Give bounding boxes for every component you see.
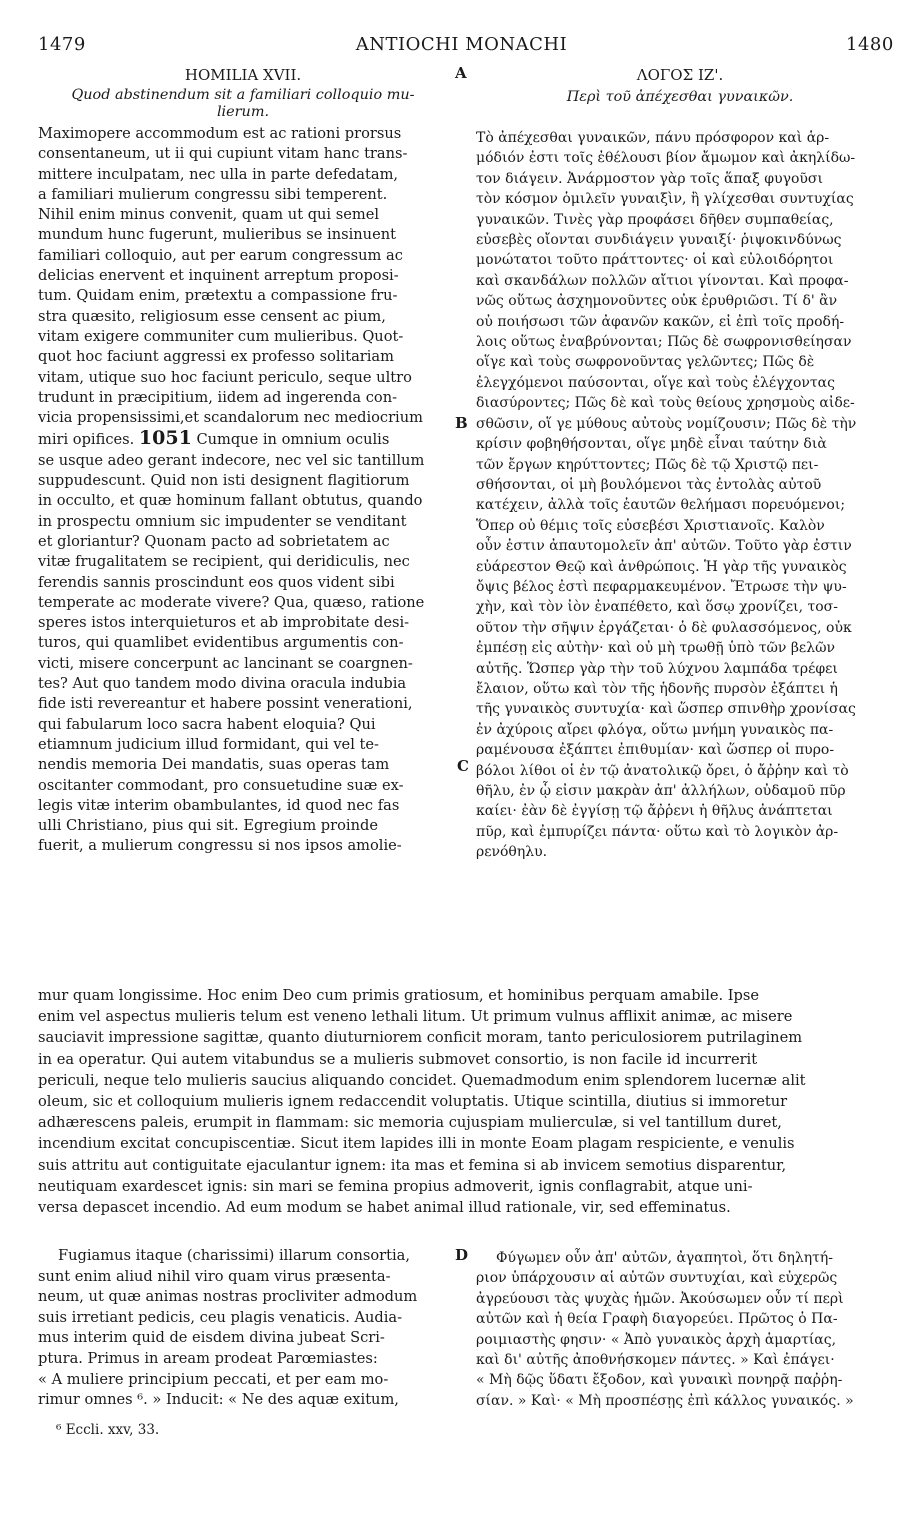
latin-line: fide isti revereantur et habere possint venerationi,: [38, 695, 413, 713]
latin-line: mus interim quid de eisdem divina jubeat Scri-: [38, 1329, 385, 1347]
latin-line: in prospectu omnium sic impudenter se venditant: [38, 512, 407, 530]
greek-line: ἐν ἀχύροις αἴρει φλόγα, οὕτω μνήμη γυναικὸς πα-: [476, 721, 834, 738]
greek-line: θῆλυ, ἐν ᾧ εἰσιν μακρὰν ἀπ' ἀλλήλων, οὐδαμοῦ πῦρ: [476, 783, 846, 799]
latin-line: et gloriantur? Quonam pacto ad sobrietatem ac: [38, 532, 390, 550]
latin-line: victi, misere concerpunt ac lancinant se coargnen-: [38, 654, 413, 672]
greek-line: αὐτῶν καὶ ἡ θεία Γραφὴ διαγορεύει. Πρῶτος ὁ Πα-: [476, 1311, 838, 1328]
latin-line: vicia propensissimi,et scandalorum nec mediocrium: [38, 409, 423, 427]
greek-line: εὐάρεστον Θεῷ καὶ ἀνθρώποις. Ἡ γὰρ τῆς γυναικὸς: [476, 558, 847, 575]
greek-line: μόδιόν ἐστι τοῖς ἐθέλουσι βίον ἄμωμον καὶ ἀκηλίδω-: [476, 150, 856, 167]
latin-line: stra quæsito, religiosum esse censent ac pium,: [38, 307, 386, 325]
latin-line: a familiari mulierum congressu sibi temperent.: [38, 185, 388, 203]
greek-line: ἐμπέσῃ εἰς αὐτὴν· καὶ οὐ μὴ τρωθῇ ὑπὸ τῶν βελῶν: [476, 640, 835, 657]
latin-line: neum, ut quæ animas nostras procliviter admodum: [38, 1288, 418, 1306]
latin-line: ulli Christiano, pius qui sit. Egregium proinde: [38, 817, 378, 835]
latin-line: « A muliere principium peccati, et per eam mo-: [38, 1370, 389, 1388]
latin-line: oscitanter commodant, pro consuetudine suæ ex-: [38, 776, 404, 794]
greek-line: ἀγρεύουσι τὰς ψυχὰς ἡμῶν. Ἀκούσωμεν οὖν τί περὶ: [476, 1290, 844, 1307]
greek-column: [476, 128, 884, 863]
full-width-line: periculi, neque telo mulieris saucius aliquando concidet. Quemadmodum enim splendorem lucernæ alit: [38, 1071, 806, 1089]
latin-line: nendis memoria Dei mandatis, suas operas tam: [38, 756, 390, 774]
latin-line: tes? Aut quo tandem modo divina oracula indubia: [38, 675, 407, 693]
margin-letter-b: B: [455, 414, 468, 432]
greek-line: σίαν. » Καὶ· « Μὴ προσπέσῃς ἐπὶ κάλλος γυναικός. »: [476, 1392, 854, 1409]
latin-line: speres istos interquieturos et ab improbitate desi-: [38, 614, 410, 632]
greek-line: αὐτῆς. Ὥσπερ γὰρ τὴν τοῦ λύχνου λαμπάδα τρέφει: [476, 660, 838, 677]
greek-line: ρενόθηλυ.: [476, 844, 548, 861]
greek-line: οὐ ποιήσωσι τῶν ἀφανῶν κακῶν, εἰ ἐπὶ τοῖς προδή-: [476, 313, 845, 330]
latin-line-continuation: Cumque in omnium oculis: [196, 431, 390, 449]
greek-line: καὶ σκανδάλων πολλῶν αἴτιοι γίνονται. Καὶ προφα-: [476, 272, 849, 289]
latin-line: turos, qui quamlibet evidentibus argumentis con-: [38, 634, 404, 652]
greek-line: σθῶσιν, οἵ γε μύθους αὐτοὺς νομίζουσιν; Πῶς δὲ τὴν: [476, 415, 857, 432]
greek-line: πῦρ, καὶ ἐμπυρίζει πάντα· οὕτω καὶ τὸ λογικὸν ἀρ-: [476, 823, 839, 840]
greek-line: ἐλεγχόμενοι παύσονται, οἵγε καὶ τοὺς ἐλέγχοντας: [476, 374, 835, 391]
greek-line: ἔλαιον, οὕτω καὶ τὸν τῆς ἡδονῆς πυρσὸν ἐξάπτει ἡ: [476, 680, 838, 697]
full-width-line: enim vel aspectus mulieris telum est veneno lethali litum. Ut primum vulnus afflixit animæ, ac misere: [38, 1008, 793, 1026]
latin-line: miri opifices.: [38, 431, 135, 449]
latin-line: suis irretiant pedicis, ceu plagis venaticis. Audia-: [38, 1308, 403, 1326]
greek-line: οἵγε καὶ τοὺς σωφρονοῦντας γελῶντες; Πῶς δὲ: [476, 354, 815, 371]
latin-line: sunt enim aliud nihil viro quam virus præsenta-: [38, 1267, 391, 1285]
column-number: 1051: [138, 428, 192, 450]
margin-letter-d: D: [455, 1246, 469, 1264]
greek-line: λοις οὕτως ἐναβρύνονται; Πῶς δὲ σωφρονισθείησαν: [476, 334, 852, 351]
latin-line: ptura. Primus in aream prodeat Parœmiastes:: [38, 1349, 378, 1367]
greek-line: Τὸ ἀπέχεσθαι γυναικῶν, πάνυ πρόσφορον καὶ ἁρ-: [476, 130, 830, 146]
latin-subtitle-2: lierum.: [216, 104, 270, 120]
latin-line: suppudescunt. Quid non isti designent flagitiorum: [38, 472, 410, 490]
full-width-line: sauciavit impressione sagittæ, quanto diuturniorem conficit moram, tanto periculosiorem putrilaginem: [38, 1029, 803, 1047]
greek-column-bottom: [476, 1248, 884, 1411]
greek-line: καὶ δι' αὐτῆς ἀποθνήσκομεν πάντες. » Καὶ ἐπάγει·: [476, 1352, 835, 1369]
greek-line: τὸν κόσμον ὁμιλεῖν γυναιξὶν, ἢ γλίχεσθαι συντυχίας: [476, 191, 854, 208]
full-width-text: [38, 985, 886, 1218]
footnote: ⁶ Eccli. xxv, 33.: [56, 1422, 160, 1438]
full-width-line: suis attritu aut contiguitate ejaculantur ignem: ita mas et femina si ab invicem semotius disparentur,: [38, 1156, 787, 1174]
greek-line: κρίσιν φοβηθήσονται, οἵγε μηδὲ εἶναι ταύτην διὰ: [476, 436, 827, 453]
greek-line: ὄψις βέλος ἐστὶ πεφαρμακευμένον. Ἔτρωσε τὴν ψυ-: [476, 578, 847, 595]
full-width-line: incendium excitat concupiscentiæ. Sicut item lapides illi in monte Eoam plagam respiciente, e venulis: [38, 1135, 795, 1153]
greek-line: σθήσονται, οἱ μὴ βουλόμενοι τὰς ἐντολὰς αὐτοῦ: [476, 476, 822, 493]
latin-line: se usque adeo gerant indecore, nec vel sic tantillum: [38, 451, 425, 469]
latin-line: tum. Quidam enim, prætextu a compassione fru-: [38, 287, 398, 305]
latin-line: etiamnum judicium illud formidant, qui vel te-: [38, 735, 379, 753]
full-width-line: neutiquam exardescet ignis: sin mari se femina propius admoverit, ignis conflagrabit, atque uni-: [38, 1177, 753, 1195]
greek-line: βόλοι λίθοι οἱ ἐν τῷ ἀνατολικῷ ὄρει, ὁ ἄῤῥην καὶ τὸ: [476, 762, 849, 779]
greek-line: καίει· ἐὰν δὲ ἐγγίσῃ τῷ ἄῤῥενι ἡ θῆλυς ἀνάπτεται: [476, 803, 833, 820]
latin-line: qui fabularum loco sacra habent eloquia? Qui: [38, 715, 376, 733]
latin-column: [38, 124, 448, 857]
greek-line: κατέχειν, ἀλλὰ τοῖς ἑαυτῶν θελήμασι πορευόμενοι;: [476, 497, 846, 514]
greek-line: γυναικῶν. Τινὲς γὰρ προφάσει δῆθεν συμπαθείας,: [476, 211, 834, 228]
latin-line: vitam exigere communiter cum mulieribus. Quot-: [38, 327, 404, 345]
full-width-line: mur quam longissime. Hoc enim Deo cum primis gratiosum, et hominibus perquam amabile. Ipse: [38, 987, 760, 1004]
greek-line: Ὅπερ οὐ θέμις τοῖς εὐσεβέσι Χριστιανοῖς. Καλὸν: [476, 517, 825, 534]
latin-line: temperate ac moderate vivere? Qua, quæso, ratione: [38, 593, 425, 611]
latin-line: vitam, utique suo hoc faciunt periculo, seque ultro: [38, 368, 412, 386]
greek-heading: ΛΟΓΟΣ ΙΖ'.: [636, 66, 724, 84]
full-width-line: in ea operatur. Qui autem vitabundus se a mulieris submovet consortio, is non facile id incurrerit: [38, 1050, 758, 1068]
full-width-line: oleum, sic et colloquium mulieris ignem redaccendit voluptatis. Utique scintilla, diutius si immoretur: [38, 1093, 788, 1111]
greek-subtitle: Περὶ τοῦ ἀπέχεσθαι γυναικῶν.: [566, 89, 794, 105]
latin-line: Fugiamus itaque (charissimi) illarum consortia,: [58, 1247, 410, 1264]
greek-line: ροιμιαστὴς φησιν· « Ἀπὸ γυναικὸς ἀρχὴ ἁμαρτίας,: [476, 1331, 837, 1348]
full-width-line: versa depascet incendio. Ad eum modum se habet animal illud rationale, vir, sed effeminatus.: [38, 1199, 731, 1217]
latin-line-with-column-number: [38, 428, 448, 450]
latin-line: Nihil enim minus convenit, quam ut qui semel: [38, 206, 380, 224]
left-page-number: 1479: [38, 34, 86, 55]
greek-line: εὐσεβὲς οἴονται συνδιάγειν γυναιξί· ῥιψοκινδύνως: [476, 232, 842, 249]
greek-line: τῆς γυναικὸς συντυχία· καὶ ὥσπερ σπινθὴρ χρονίσας: [476, 701, 856, 718]
greek-line: ραμένουσα ἐξάπτει ἐπιθυμίαν· καὶ ὥσπερ οἱ πυρο-: [476, 742, 835, 759]
latin-line: consentaneum, ut ii qui cupiunt vitam hanc trans-: [38, 145, 408, 163]
greek-line: τον διάγειν. Ἀνάρμοστον γὰρ τοῖς ἅπαξ φυγοῦσι: [476, 170, 823, 187]
greek-line: μονώτατοι τοῦτο πράττοντες· οἱ καὶ εὐλοιδόρητοι: [476, 252, 834, 269]
greek-line: Φύγωμεν οὖν ἀπ' αὐτῶν, ἀγαπητοὶ, ὅτι δηλητή-: [496, 1250, 833, 1266]
latin-line: quot hoc faciunt aggressi ex professo solitariam: [38, 348, 394, 366]
margin-letter-a: A: [455, 64, 467, 82]
latin-line: Maximopere accommodum est ac rationi prorsus: [38, 125, 402, 142]
latin-subtitle-1: Quod abstinendum sit a familiari colloquio mu-: [71, 87, 415, 103]
latin-line: rimur omnes ⁶. » Inducit: « Ne des aquæ exitum,: [38, 1391, 399, 1409]
right-page-number: 1480: [846, 34, 894, 55]
latin-line: mittere inculpatam, nec ulla in parte defedatam,: [38, 165, 399, 183]
latin-line: trudunt in præcipitium, iidem ad ingerenda con-: [38, 388, 398, 406]
latin-line: mundum hunc fugerunt, mulieribus se insinuent: [38, 226, 396, 244]
full-width-line: adhærescens paleis, erumpit in flammam: sic memoria cujuspiam mulierculæ, si vel tantillum duret,: [38, 1114, 782, 1132]
greek-line: νῶς οὕτως ἀσχημονοῦντες οὐκ ἐρυθριῶσι. Τί δ' ἂν: [476, 293, 838, 310]
latin-line: legis vitæ interim obambulantes, id quod nec fas: [38, 796, 400, 814]
greek-line: χὴν, καὶ τὸν ἰὸν ἐναπέθετο, καὶ ὅσῳ χρονίζει, τοσ-: [476, 599, 838, 616]
latin-heading: HOMILIA XVII.: [184, 66, 302, 84]
greek-line: ριον ὑπάρχουσιν αἱ αὐτῶν συντυχίαι, καὶ εὐχερῶς: [476, 1270, 838, 1287]
latin-line: ferendis sannis proscindunt eos quos vident sibi: [38, 573, 395, 591]
latin-column-bottom: [38, 1246, 448, 1411]
latin-line: fuerit, a mulierum congressu si nos ipsos amolie-: [38, 837, 402, 855]
margin-letter-c: C: [457, 757, 469, 775]
greek-line: διασύροντες; Πῶς δὲ καὶ τοὺς θείους χρησμοὺς αἰδε-: [476, 395, 855, 412]
greek-line: οῦτον τὴν σῆψιν ἐργάζεται· ὁ δὲ φυλασσόμενος, οὐκ: [476, 619, 852, 636]
greek-line: οὖν ἐστιν ἀπαυτομολεῖν ἀπ' αὐτῶν. Τοῦτο γὰρ ἐστιν: [476, 538, 852, 555]
running-title: ANTIOCHI MONACHI: [355, 34, 568, 55]
latin-line: familiari colloquio, aut per earum congressum ac: [38, 246, 403, 264]
greek-line: τῶν ἔργων κηρύττοντες; Πῶς δὲ τῷ Χριστῷ πει-: [476, 456, 819, 473]
latin-line: in occulto, et quæ hominum fallant obtutus, quando: [38, 492, 423, 510]
latin-line: vitæ frugalitatem se recipient, qui deridiculis, nec: [38, 553, 410, 571]
greek-line: « Μὴ δῷς ὕδατι ἔξοδον, καὶ γυναικὶ πονηρᾷ παῤῥη-: [476, 1372, 843, 1389]
latin-line: delicias enervent et inquinent arreptum proposi-: [38, 267, 399, 285]
